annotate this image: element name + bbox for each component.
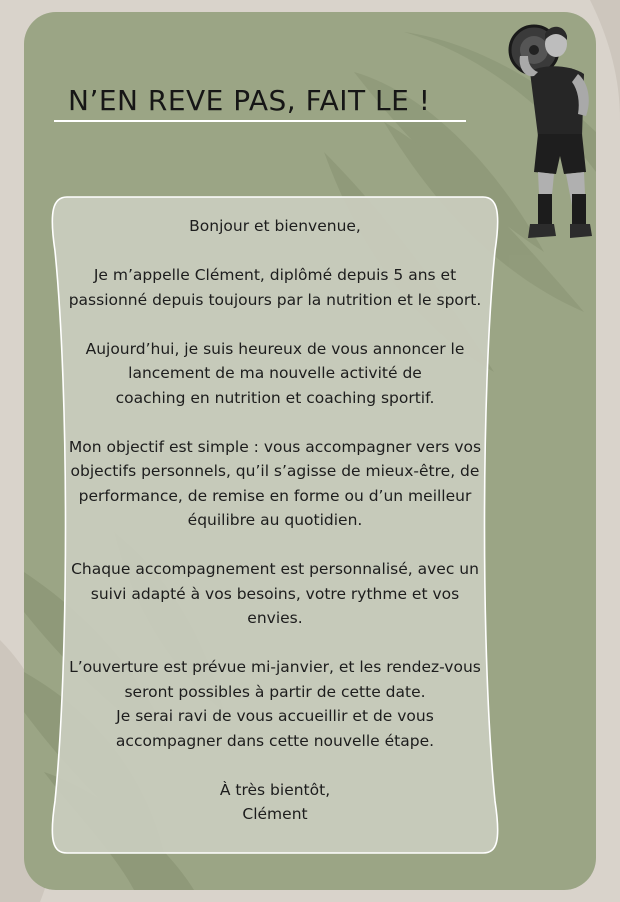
- greeting: Bonjour et bienvenue,: [189, 217, 361, 235]
- letter-text: [50, 214, 500, 827]
- title-underline: [54, 120, 466, 122]
- paragraph-objective: Mon objectif est simple : vous accompagner vers vos objectifs personnels, qu’il s’agisse de mieux-être, de performance, de remise en forme ou d’un meilleur équilibre au quotidien.: [68, 437, 482, 529]
- paragraph-personalized: Chaque accompagnement est personnalisé, avec un suivi adapté à vos besoins, votre rythme et vos envies.: [71, 560, 479, 627]
- signature-name: Clément: [242, 805, 308, 823]
- athlete-icon: [510, 26, 592, 238]
- page-title: N’EN REVE PAS, FAIT LE !: [68, 84, 431, 117]
- paragraph-opening: L’ouverture est prévue mi-janvier, et les rendez-vous seront possibles à partir de cette date. Je serai ravi de vous accueillir et de vous accompagner dans cette nouvelle étape.: [69, 658, 481, 750]
- athlete-photo: [500, 16, 592, 254]
- closing-signature: À très bientôt, Clément: [50, 778, 500, 827]
- paragraph-intro: Je m’appelle Clément, diplômé depuis 5 ans et passionné depuis toujours par la nutrition et le sport.: [68, 266, 482, 309]
- paragraph-announcement: Aujourd’hui, je suis heureux de vous annoncer le lancement de ma nouvelle activité de coaching en nutrition et coaching sportif.: [85, 339, 465, 407]
